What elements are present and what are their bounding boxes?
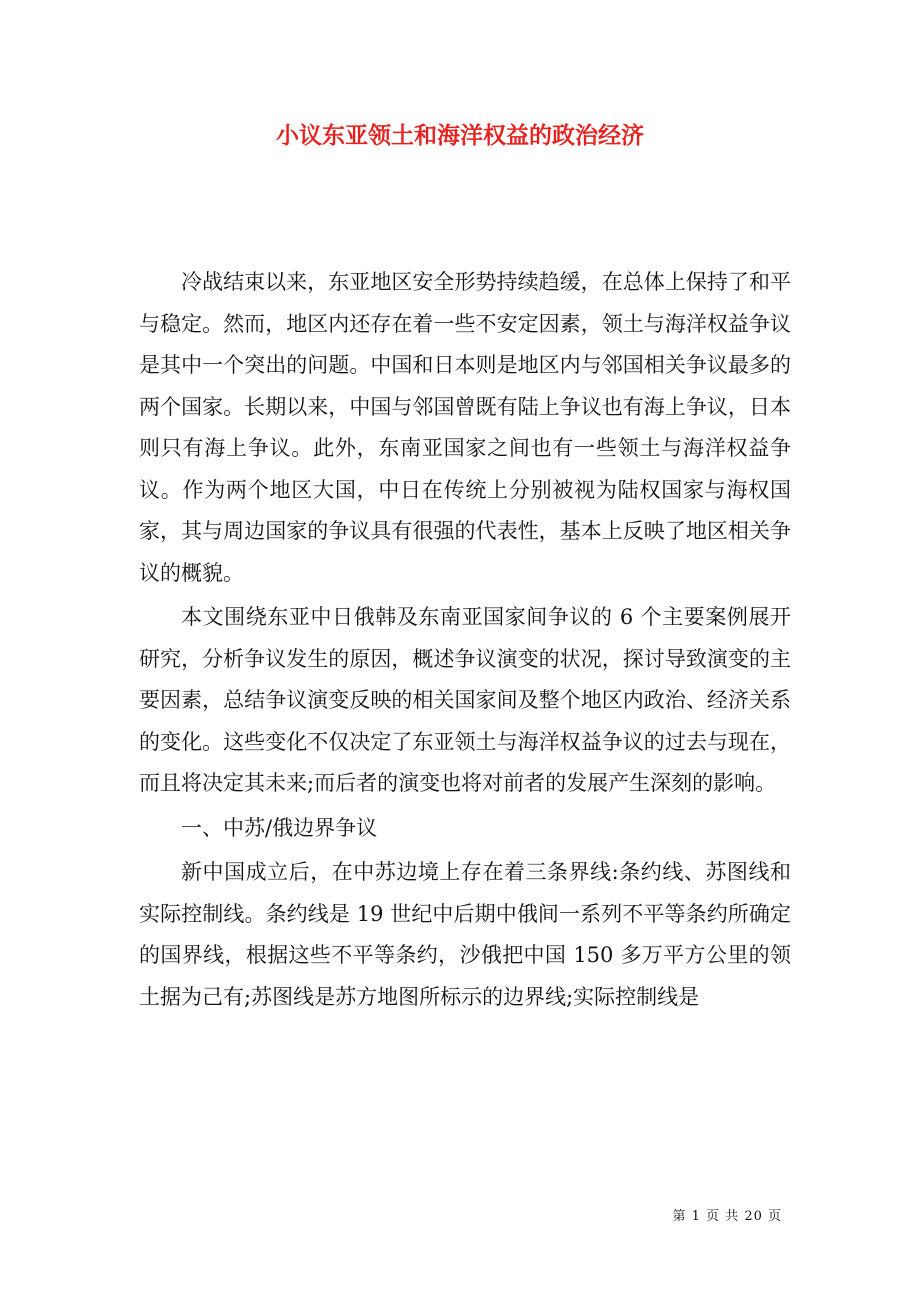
page-number: 第 1 页 共 20 页 [672,1209,782,1224]
section-heading: 一、中苏/俄边界争议 [181,815,378,840]
document-body [139,262,791,1021]
paragraph: 本文围绕东亚中日俄韩及东南亚国家间争议的 6 个主要案例展开研究，分析争议发生的原因，概述争议演变的状况，探讨导致演变的主要因素，总结争议演变反映的相关国家间及整个地区内政治、经济关系的变化。这些变化不仅决定了东亚领土与海洋权益争议的过去与现在，而且将决定其未来;而后者的演变也将对前者的发展产生深刻的影响。 [139,605,791,795]
paragraph: 冷战结束以来，东亚地区安全形势持续趋缓，在总体上保持了和平与稳定。然而，地区内还存在着一些不安定因素，领土与海洋权益争议是其中一个突出的问题。中国和日本则是地区内与邻国相关争议最多的两个国家。长期以来，中国与邻国曾既有陆上争议也有海上争议，日本则只有海上争议。此外，东南亚国家之间也有一些领土与海洋权益争议。作为两个地区大国，中日在传统上分别被视为陆权国家与海权国家，其与周边国家的争议具有很强的代表性，基本上反映了地区相关争议的概貌。 [139,270,791,585]
document-title: 小议东亚领土和海洋权益的政治经济 [276,122,644,149]
paragraph: 新中国成立后，在中苏边境上存在着三条界线:条约线、苏图线和实际控制线。条约线是 19 世纪中后期中俄间一系列不平等条约所确定的国界线，根据这些不平等条约，沙俄把中国 150 多万平方公里的领土据为己有;苏图线是苏方地图所标示的边界线;实际控制线是 [139,860,791,1009]
